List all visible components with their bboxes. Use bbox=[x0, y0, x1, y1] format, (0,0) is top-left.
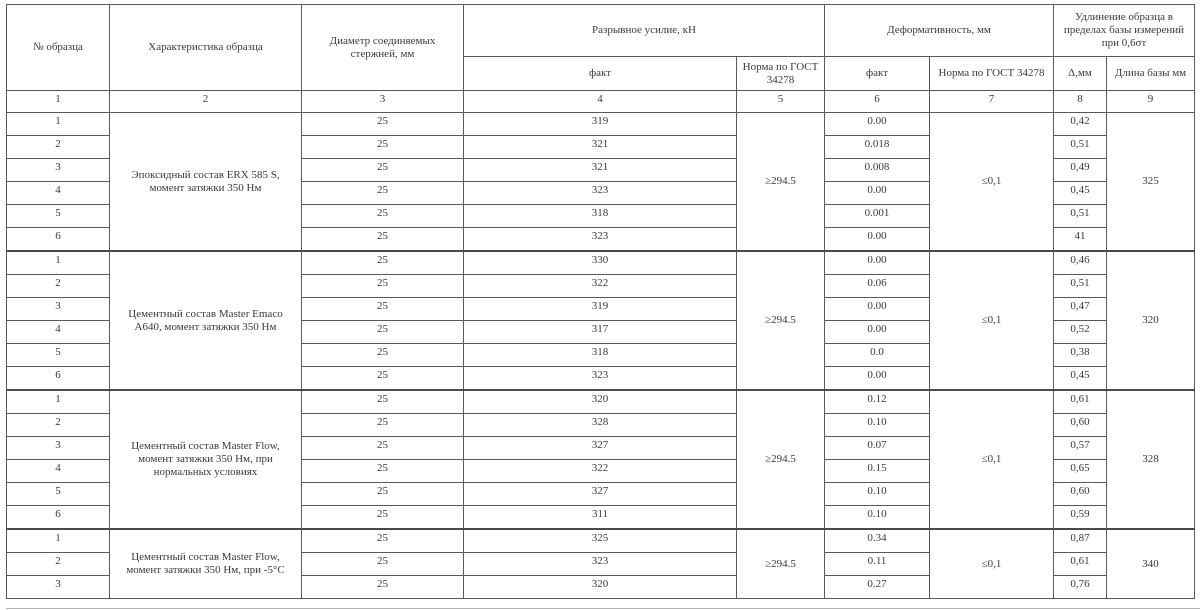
cell-diameter: 25 bbox=[302, 437, 464, 460]
cell-diameter: 25 bbox=[302, 228, 464, 252]
column-number: 7 bbox=[930, 91, 1054, 113]
cell-diameter: 25 bbox=[302, 113, 464, 136]
cell-base-length: 340 bbox=[1107, 529, 1195, 599]
cell-sample-no: 2 bbox=[7, 414, 110, 437]
cell-diameter: 25 bbox=[302, 529, 464, 553]
cell-deform-fact: 0.001 bbox=[825, 205, 930, 228]
header-breaking-force: Разрывное усилие, кН bbox=[464, 5, 825, 57]
cell-deform-norm: ≤0,1 bbox=[930, 113, 1054, 252]
header-diameter: Диаметр соединяемых стержней, мм bbox=[302, 5, 464, 91]
cell-force-fact: 323 bbox=[464, 228, 737, 252]
column-number: 1 bbox=[7, 91, 110, 113]
cell-force-fact: 317 bbox=[464, 321, 737, 344]
table-row bbox=[7, 251, 1195, 275]
cell-delta: 0,51 bbox=[1054, 136, 1107, 159]
cell-delta: 0,45 bbox=[1054, 182, 1107, 205]
cell-deform-norm: ≤0,1 bbox=[930, 529, 1054, 599]
cell-force-fact: 318 bbox=[464, 205, 737, 228]
cell-deform-fact: 0.27 bbox=[825, 576, 930, 599]
cell-sample-no: 5 bbox=[7, 205, 110, 228]
cell-sample-no: 2 bbox=[7, 136, 110, 159]
cell-force-norm: ≥294.5 bbox=[737, 251, 825, 390]
cell-sample-no: 1 bbox=[7, 529, 110, 553]
cell-deform-fact: 0.00 bbox=[825, 228, 930, 252]
cell-base-length: 325 bbox=[1107, 113, 1195, 252]
header-deform-fact: факт bbox=[825, 57, 930, 91]
cell-force-fact: 328 bbox=[464, 414, 737, 437]
header-force-norm: Норма по ГОСТ 34278 bbox=[737, 57, 825, 91]
cell-deform-norm: ≤0,1 bbox=[930, 251, 1054, 390]
cell-deform-norm: ≤0,1 bbox=[930, 390, 1054, 529]
header-delta: Δ,мм bbox=[1054, 57, 1107, 91]
cell-delta: 0,59 bbox=[1054, 506, 1107, 530]
cell-deform-fact: 0.10 bbox=[825, 483, 930, 506]
cell-diameter: 25 bbox=[302, 159, 464, 182]
cell-deform-fact: 0.00 bbox=[825, 182, 930, 205]
column-number: 4 bbox=[464, 91, 737, 113]
cell-force-fact: 319 bbox=[464, 298, 737, 321]
header-deform-norm: Норма по ГОСТ 34278 bbox=[930, 57, 1054, 91]
cell-diameter: 25 bbox=[302, 275, 464, 298]
cell-sample-no: 2 bbox=[7, 553, 110, 576]
table-row bbox=[7, 529, 1195, 553]
cell-sample-no: 2 bbox=[7, 275, 110, 298]
cell-diameter: 25 bbox=[302, 182, 464, 205]
cell-diameter: 25 bbox=[302, 321, 464, 344]
cell-force-norm: ≥294.5 bbox=[737, 529, 825, 599]
cell-delta: 0,46 bbox=[1054, 251, 1107, 275]
test-results-table-wrapper bbox=[6, 4, 1195, 599]
table-row bbox=[7, 113, 1195, 136]
cell-sample-no: 1 bbox=[7, 113, 110, 136]
cell-sample-no: 1 bbox=[7, 251, 110, 275]
page-bottom-rule bbox=[6, 608, 1200, 609]
cell-sample-no: 5 bbox=[7, 344, 110, 367]
cell-sample-no: 4 bbox=[7, 321, 110, 344]
header-characteristic: Характеристика образца bbox=[110, 5, 302, 91]
cell-delta: 0,47 bbox=[1054, 298, 1107, 321]
cell-characteristic: Цементный состав Master Flow, момент затяжки 350 Нм, при -5°С bbox=[110, 529, 302, 599]
cell-force-fact: 323 bbox=[464, 367, 737, 391]
cell-sample-no: 1 bbox=[7, 390, 110, 414]
cell-delta: 0,52 bbox=[1054, 321, 1107, 344]
header-elongation: Удлинение образца в пределах базы измерений при 0,6σт bbox=[1054, 5, 1195, 57]
cell-characteristic: Цементный состав Master Flow, момент затяжки 350 Нм, при нормальных условиях bbox=[110, 390, 302, 529]
cell-deform-fact: 0.12 bbox=[825, 390, 930, 414]
cell-sample-no: 6 bbox=[7, 367, 110, 391]
cell-force-fact: 320 bbox=[464, 576, 737, 599]
cell-sample-no: 6 bbox=[7, 506, 110, 530]
cell-diameter: 25 bbox=[302, 460, 464, 483]
cell-delta: 0,51 bbox=[1054, 275, 1107, 298]
cell-base-length: 328 bbox=[1107, 390, 1195, 529]
cell-deform-fact: 0.008 bbox=[825, 159, 930, 182]
cell-delta: 0,57 bbox=[1054, 437, 1107, 460]
cell-force-fact: 325 bbox=[464, 529, 737, 553]
column-number: 8 bbox=[1054, 91, 1107, 113]
cell-force-fact: 322 bbox=[464, 460, 737, 483]
cell-delta: 0,49 bbox=[1054, 159, 1107, 182]
cell-force-norm: ≥294.5 bbox=[737, 390, 825, 529]
cell-delta: 41 bbox=[1054, 228, 1107, 252]
cell-force-fact: 311 bbox=[464, 506, 737, 530]
cell-delta: 0,87 bbox=[1054, 529, 1107, 553]
cell-characteristic: Цементный состав Master Emaco A640, момент затяжки 350 Нм bbox=[110, 251, 302, 390]
header-base-length: Длина базы мм bbox=[1107, 57, 1195, 91]
cell-diameter: 25 bbox=[302, 251, 464, 275]
cell-deform-fact: 0.10 bbox=[825, 414, 930, 437]
cell-force-fact: 323 bbox=[464, 182, 737, 205]
cell-sample-no: 4 bbox=[7, 182, 110, 205]
cell-sample-no: 3 bbox=[7, 576, 110, 599]
cell-characteristic: Эпоксидный состав ERX 585 S, момент затяжки 350 Нм bbox=[110, 113, 302, 252]
cell-deform-fact: 0.00 bbox=[825, 251, 930, 275]
header-force-fact: факт bbox=[464, 57, 737, 91]
cell-force-fact: 319 bbox=[464, 113, 737, 136]
cell-deform-fact: 0.00 bbox=[825, 367, 930, 391]
header-sample-no: № образца bbox=[7, 5, 110, 91]
test-results-table bbox=[6, 4, 1195, 599]
cell-diameter: 25 bbox=[302, 344, 464, 367]
cell-deform-fact: 0.00 bbox=[825, 113, 930, 136]
cell-delta: 0,65 bbox=[1054, 460, 1107, 483]
cell-delta: 0,60 bbox=[1054, 483, 1107, 506]
cell-diameter: 25 bbox=[302, 506, 464, 530]
column-number-row bbox=[7, 91, 1195, 113]
cell-diameter: 25 bbox=[302, 483, 464, 506]
cell-deform-fact: 0.0 bbox=[825, 344, 930, 367]
cell-deform-fact: 0.11 bbox=[825, 553, 930, 576]
cell-sample-no: 3 bbox=[7, 298, 110, 321]
cell-delta: 0,38 bbox=[1054, 344, 1107, 367]
column-number: 9 bbox=[1107, 91, 1195, 113]
cell-force-fact: 321 bbox=[464, 136, 737, 159]
cell-diameter: 25 bbox=[302, 205, 464, 228]
cell-delta: 0,51 bbox=[1054, 205, 1107, 228]
cell-sample-no: 3 bbox=[7, 437, 110, 460]
cell-sample-no: 6 bbox=[7, 228, 110, 252]
column-number: 3 bbox=[302, 91, 464, 113]
cell-delta: 0,61 bbox=[1054, 553, 1107, 576]
cell-force-fact: 318 bbox=[464, 344, 737, 367]
cell-deform-fact: 0.06 bbox=[825, 275, 930, 298]
cell-diameter: 25 bbox=[302, 576, 464, 599]
column-number: 2 bbox=[110, 91, 302, 113]
cell-diameter: 25 bbox=[302, 136, 464, 159]
cell-deform-fact: 0.34 bbox=[825, 529, 930, 553]
cell-delta: 0,76 bbox=[1054, 576, 1107, 599]
cell-sample-no: 4 bbox=[7, 460, 110, 483]
cell-force-fact: 320 bbox=[464, 390, 737, 414]
header-row-1 bbox=[7, 5, 1195, 57]
cell-deform-fact: 0.07 bbox=[825, 437, 930, 460]
cell-delta: 0,45 bbox=[1054, 367, 1107, 391]
cell-deform-fact: 0.10 bbox=[825, 506, 930, 530]
cell-force-fact: 330 bbox=[464, 251, 737, 275]
cell-force-norm: ≥294.5 bbox=[737, 113, 825, 252]
cell-deform-fact: 0.00 bbox=[825, 298, 930, 321]
table-row bbox=[7, 390, 1195, 414]
cell-diameter: 25 bbox=[302, 553, 464, 576]
cell-sample-no: 3 bbox=[7, 159, 110, 182]
cell-delta: 0,60 bbox=[1054, 414, 1107, 437]
cell-base-length: 320 bbox=[1107, 251, 1195, 390]
cell-deform-fact: 0.018 bbox=[825, 136, 930, 159]
cell-delta: 0,42 bbox=[1054, 113, 1107, 136]
cell-force-fact: 322 bbox=[464, 275, 737, 298]
cell-diameter: 25 bbox=[302, 298, 464, 321]
header-deformability: Деформативность, мм bbox=[825, 5, 1054, 57]
cell-force-fact: 327 bbox=[464, 437, 737, 460]
cell-diameter: 25 bbox=[302, 367, 464, 391]
cell-diameter: 25 bbox=[302, 390, 464, 414]
cell-delta: 0,61 bbox=[1054, 390, 1107, 414]
column-number: 6 bbox=[825, 91, 930, 113]
cell-diameter: 25 bbox=[302, 414, 464, 437]
cell-sample-no: 5 bbox=[7, 483, 110, 506]
cell-force-fact: 323 bbox=[464, 553, 737, 576]
cell-force-fact: 321 bbox=[464, 159, 737, 182]
column-number: 5 bbox=[737, 91, 825, 113]
cell-deform-fact: 0.15 bbox=[825, 460, 930, 483]
cell-deform-fact: 0.00 bbox=[825, 321, 930, 344]
cell-force-fact: 327 bbox=[464, 483, 737, 506]
